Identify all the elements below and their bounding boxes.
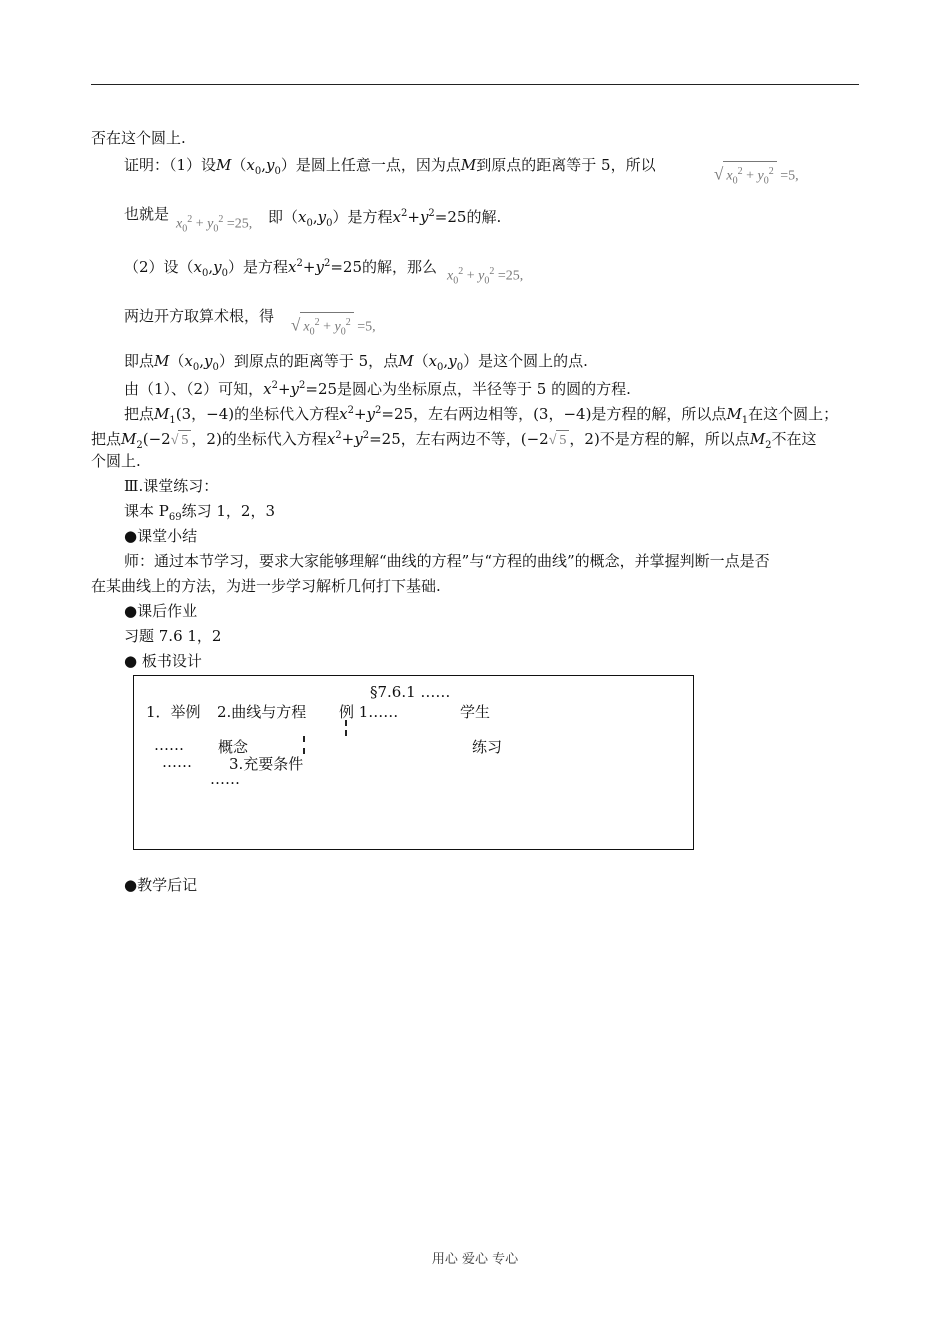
proof-line-3: （2）设$(x_0,y_0)$是方程$x^2+y^2=25$的解，那么 <box>124 258 437 279</box>
board-item-2: 2.曲线与方程 <box>217 703 307 721</box>
board-student: 学生 <box>460 703 491 721</box>
proof-line-1: 证明：（1）设$M(x_0,y_0)$是圆上任意一点，因为点M到原点的距离等于 5，所以 <box>124 156 656 177</box>
board-vertical-marker-2 <box>303 736 305 754</box>
proof-line-6: 由（1）、（2）可知，$x^2+y^2=25$是圆心为坐标原点，半径等于 5 的圆的方程. <box>124 380 631 398</box>
section-summary: ●课堂小结 <box>124 527 198 545</box>
proof-line-2: 也就是 <box>124 205 170 223</box>
proof-line-2b: 即$(x_0,y_0)$是方程$x^2+y^2=25$的解. <box>268 208 502 229</box>
board-dots-1: …… <box>154 736 184 754</box>
text-line-m1: 把点$M_1(3$，−4)的坐标代入方程$x^2+y^2=25$，左右两边相等，(3，−4)是方程的解，所以点$M_1$在这个圆上； <box>124 405 839 426</box>
board-item-1: 1．举例 <box>146 703 201 721</box>
formula-sum-2: $x_0^2 + y_0^2 =25$, <box>447 266 524 287</box>
header-rule <box>91 84 859 85</box>
homework-line: 习题 7.6 1，2 <box>124 627 222 645</box>
board-example: 例 1…… <box>339 703 399 721</box>
board-title: §7.6.1 …… <box>370 683 451 701</box>
board-practice: 练习 <box>472 738 503 756</box>
text-line-1: 否在这个圆上. <box>91 129 186 147</box>
section-teaching-notes: ●教学后记 <box>124 876 198 894</box>
text-line-textbook: 课本 $P_{69}$练习 1，2，3 <box>124 502 276 523</box>
formula-sqrt-2: √ $x_0^2 + y_0^2 =5$, <box>291 312 376 342</box>
page-footer: 用心 爱心 专心 <box>431 1252 519 1267</box>
text-line-m2: 把点$M_2(-2√$ 5 ，2)的坐标代入方程$x^2+y^2=25$，左右两边不等，(−2√ 5 ，2)不是方程的解，所以点$M_2$不在这 <box>91 430 817 451</box>
text-line-10: 个圆上. <box>91 452 141 470</box>
section-homework: ●课后作业 <box>124 602 198 620</box>
board-concept: 概念 <box>218 738 249 756</box>
board-item-3: 3.充要条件 <box>229 755 304 773</box>
section-board-design: ● 板书设计 <box>124 652 202 670</box>
formula-sqrt-1: √ $x_0^2 + y_0^2 =5$, <box>714 161 799 191</box>
section-practice: Ⅲ.课堂练习： <box>124 477 219 495</box>
board-design-box <box>133 675 694 850</box>
board-dots-3: …… <box>210 770 240 788</box>
proof-line-5: 即点$M(x_0,y_0)$到原点的距离等于 5，点$M(x_0,y_0)$是这个圆上的点. <box>124 352 588 373</box>
summary-line-2: 在某曲线上的方法，为进一步学习解析几何打下基础. <box>91 577 441 595</box>
formula-sum-1: $x_0^2 + y_0^2 =25$, <box>176 214 253 235</box>
board-vertical-marker-1 <box>345 720 347 736</box>
proof-line-4: 两边开方取算术根，得 <box>124 307 275 325</box>
board-dots-2: …… <box>162 753 192 771</box>
summary-line-1: 师：通过本节学习，要求大家能够理解“曲线的方程”与“方程的曲线”的概念，并掌握判断一点是否 <box>124 552 770 570</box>
